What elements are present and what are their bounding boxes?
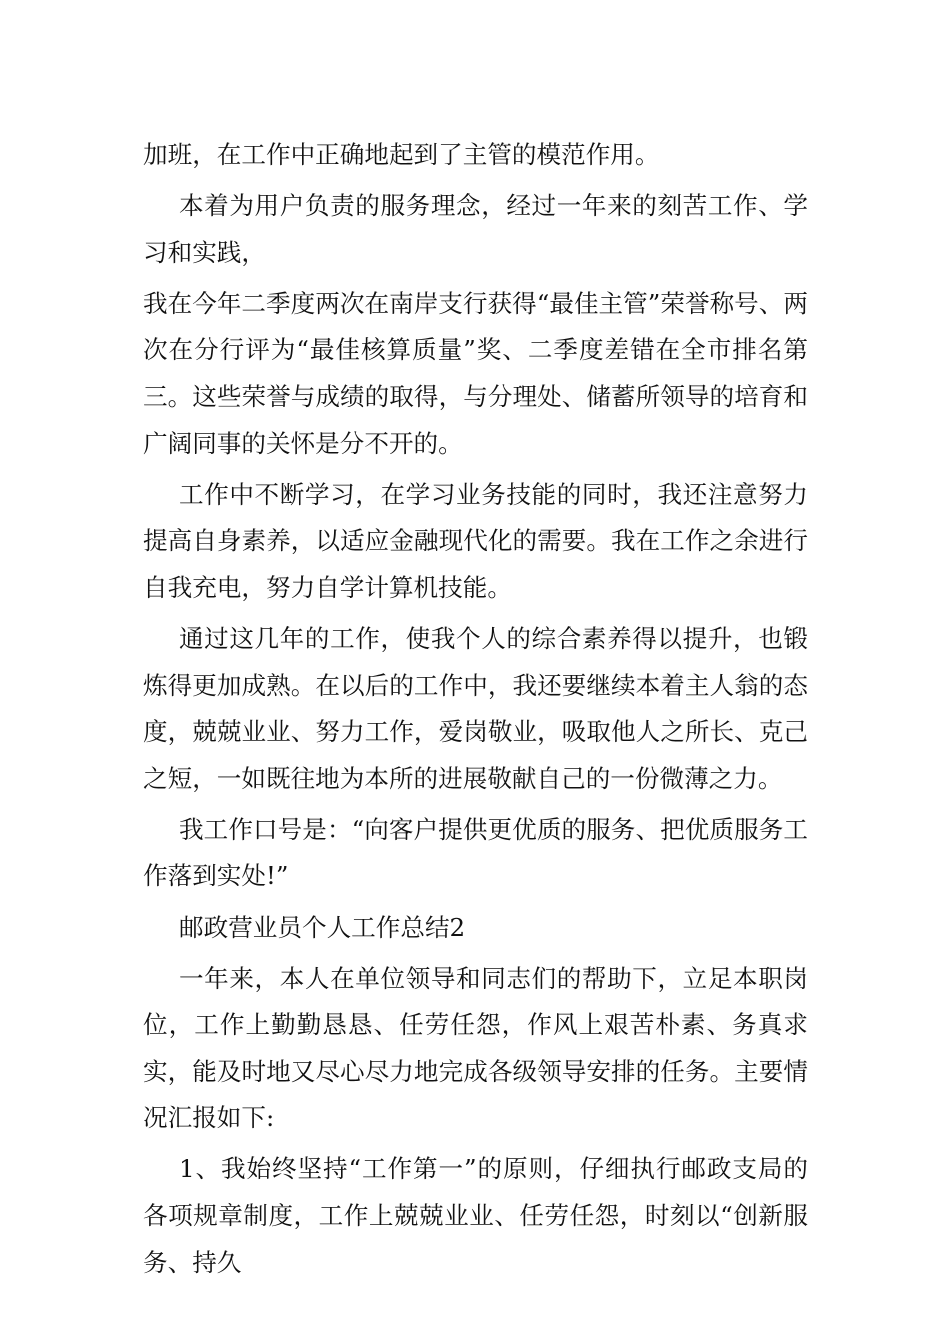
paragraph-overview: 一年来，本人在单位领导和同志们的帮助下，立足本职岗位，工作上勤勤恳恳、任劳任怨，作风上艰苦朴素、务真求实，能及时地又尽心尽力地完成各级领导安排的任务。主要情况汇报如下: <box>143 963 808 1133</box>
document-body <box>143 132 808 1291</box>
paragraph-continuation: 加班，在工作中正确地起到了主管的模范作用。 <box>143 140 660 169</box>
section-heading: 邮政营业员个人工作总结2 <box>179 912 466 942</box>
paragraph-continuous-learning: 工作中不断学习，在学习业务技能的同时，我还注意努力提高自身素养，以适应金融现代化的需要。我在工作之余进行自我充电，努力自学计算机技能。 <box>143 479 808 602</box>
paragraph-slogan: 我工作口号是：“向客户提供更优质的服务、把优质服务工作落到实处!” <box>143 814 808 891</box>
paragraph-item-1: 1、我始终坚持“工作第一”的原则，仔细执行邮政支局的各项规章制度，工作上兢兢业业、任劳任怨，时刻以“创新服务、持久 <box>143 1154 808 1277</box>
paragraph-service-philosophy: 本着为用户负责的服务理念，经过一年来的刻苦工作、学习和实践， <box>143 191 808 267</box>
paragraph-honors: 我在今年二季度两次在南岸支行获得“最佳主管”荣誉称号、两次在分行评为“最佳核算质量”奖、二季度差错在全市排名第三。这些荣誉与成绩的取得，与分理处、储蓄所领导的培育和广阔同事的关怀是分不开的。 <box>143 288 808 458</box>
paragraph-growth: 通过这几年的工作，使我个人的综合素养得以提升，也锻炼得更加成熟。在以后的工作中，我还要继续本着主人翁的态度，兢兢业业、努力工作，爱岗敬业，吸取他人之所长、克己之短，一如既往地为本所的进展敬献自己的一份微薄之力。 <box>143 623 808 793</box>
